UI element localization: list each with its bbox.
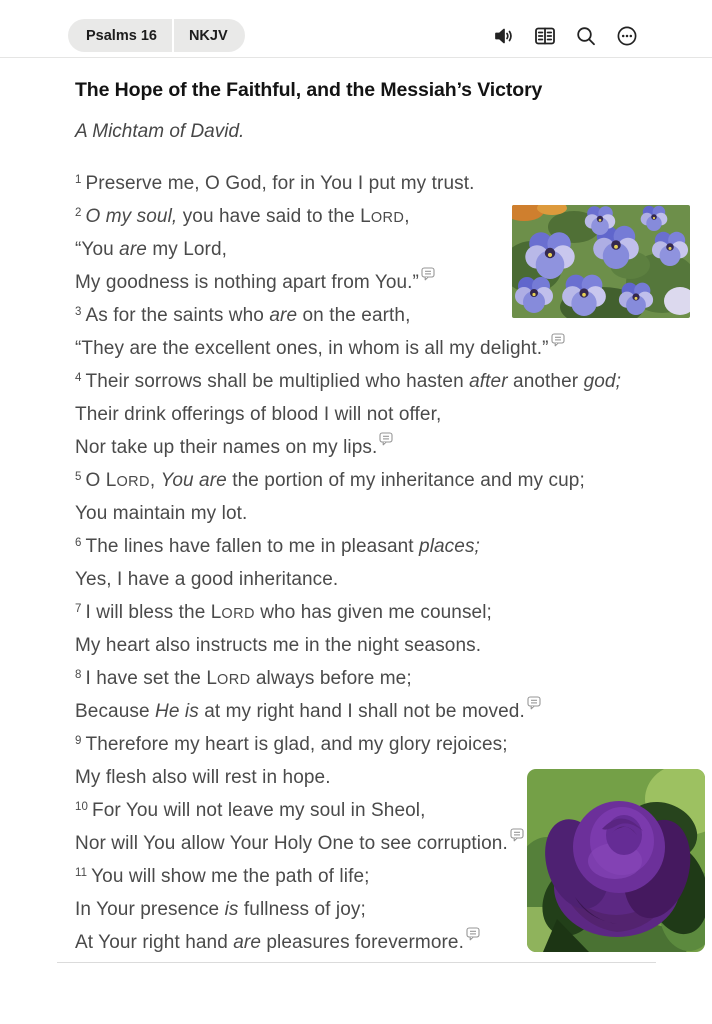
verse-text: At Your right hand bbox=[75, 932, 234, 953]
verse-number: 9 bbox=[75, 735, 82, 747]
verse-line[interactable] bbox=[75, 431, 672, 464]
verse-text-italic: are bbox=[119, 239, 147, 260]
more-icon bbox=[615, 24, 639, 48]
verse-line[interactable] bbox=[75, 398, 672, 431]
footnote-icon[interactable] bbox=[421, 267, 435, 281]
verse-text: You maintain my lot. bbox=[75, 503, 248, 524]
verse-text: , bbox=[404, 206, 410, 227]
verse-number: 10 bbox=[75, 801, 88, 813]
verse-text-italic: He is bbox=[155, 701, 199, 722]
top-bar-actions bbox=[491, 23, 640, 49]
verse-text: Therefore my heart is glad, and my glory rejoices; bbox=[85, 734, 508, 755]
verse-text: you have said to the bbox=[177, 206, 361, 227]
audio-button[interactable] bbox=[491, 23, 517, 49]
verse-text: the portion of my inheritance and my cup; bbox=[226, 470, 585, 491]
verse-number: 5 bbox=[75, 471, 82, 483]
passage-heading: The Hope of the Faithful, and the Messiah’s Victory bbox=[75, 79, 543, 101]
verse-text: who has given me counsel; bbox=[254, 602, 492, 623]
footnote-icon[interactable] bbox=[466, 927, 480, 941]
verse-line[interactable] bbox=[75, 563, 672, 596]
passage-subtitle: A Michtam of David. bbox=[75, 121, 245, 142]
divine-name-smallcaps: LORD bbox=[360, 206, 405, 227]
verse-text: For You will not leave my soul in Sheol, bbox=[92, 800, 426, 821]
verse-text: I will bless the bbox=[85, 602, 211, 623]
verse-text: In Your presence bbox=[75, 899, 225, 920]
verse-number: 7 bbox=[75, 603, 82, 615]
footnote-icon[interactable] bbox=[527, 696, 541, 710]
verse-line[interactable] bbox=[75, 662, 672, 695]
reader-icon bbox=[533, 24, 557, 48]
verse-text: always before me; bbox=[250, 668, 412, 689]
verse-text: pleasures forevermore. bbox=[261, 932, 464, 953]
verse-line[interactable] bbox=[75, 530, 672, 563]
verse-number: 3 bbox=[75, 306, 82, 318]
verse-text: on the earth, bbox=[297, 305, 411, 326]
verse-text: My flesh also will rest in hope. bbox=[75, 767, 331, 788]
verse-text: Their drink offerings of blood I will not offer, bbox=[75, 404, 442, 425]
verse-line[interactable] bbox=[75, 629, 672, 662]
verse-text: Preserve me, O God, for in You I put my trust. bbox=[85, 173, 475, 194]
verse-number: 4 bbox=[75, 372, 82, 384]
verse-line[interactable] bbox=[75, 497, 672, 530]
verse-text: Yes, I have a good inheritance. bbox=[75, 569, 339, 590]
verse-number: 6 bbox=[75, 537, 82, 549]
verse-text: My goodness is nothing apart from You.” bbox=[75, 272, 419, 293]
footnote-icon[interactable] bbox=[510, 828, 524, 842]
verse-text-italic: is bbox=[224, 899, 239, 920]
verse-text: O bbox=[85, 470, 106, 491]
book-chapter-selector[interactable] bbox=[68, 19, 172, 52]
rose-image bbox=[527, 769, 705, 952]
verse-text: My heart also instructs me in the night seasons. bbox=[75, 635, 482, 656]
reader-button[interactable] bbox=[532, 23, 558, 49]
verse-text: As for the saints who bbox=[85, 305, 270, 326]
verse-line[interactable] bbox=[75, 167, 672, 200]
verse-line[interactable] bbox=[75, 695, 672, 728]
verse-number: 8 bbox=[75, 669, 82, 681]
verse-number: 2 bbox=[75, 207, 82, 219]
verse-text: Because bbox=[75, 701, 156, 722]
divine-name-smallcaps: LORD bbox=[210, 602, 255, 623]
verse-text: The lines have fallen to me in pleasant bbox=[85, 536, 420, 557]
verse-text: Their sorrows shall be multiplied who hasten bbox=[85, 371, 470, 392]
top-bar bbox=[0, 0, 712, 58]
verse-text: another bbox=[507, 371, 584, 392]
verse-text-italic: god; bbox=[583, 371, 621, 392]
verse-line[interactable] bbox=[75, 464, 672, 497]
version-label: NKJV bbox=[188, 27, 228, 44]
footnote-icon[interactable] bbox=[379, 432, 393, 446]
divine-name-smallcaps-rest: ORD bbox=[370, 210, 405, 226]
verse-line[interactable] bbox=[75, 728, 672, 761]
version-selector[interactable] bbox=[174, 19, 245, 52]
book-chapter-label: Psalms 16 bbox=[86, 27, 157, 44]
verse-line[interactable] bbox=[75, 365, 672, 398]
verse-text-italic: are bbox=[269, 305, 298, 326]
verse-line[interactable] bbox=[75, 596, 672, 629]
verse-text-italic: You are bbox=[160, 470, 227, 491]
verse-text-italic: places; bbox=[419, 536, 480, 557]
verse-text: my Lord, bbox=[146, 239, 228, 260]
verse-text: Nor take up their names on my lips. bbox=[75, 437, 378, 458]
verse-text: at my right hand I shall not be moved. bbox=[198, 701, 525, 722]
verse-line[interactable] bbox=[75, 332, 672, 365]
verse-text: , bbox=[149, 470, 161, 491]
verse-text: fullness of joy; bbox=[238, 899, 366, 920]
verse-text-italic: are bbox=[233, 932, 262, 953]
audio-icon bbox=[492, 24, 516, 48]
verse-text: Nor will You allow Your Holy One to see corruption. bbox=[75, 833, 508, 854]
footnote-icon[interactable] bbox=[551, 333, 565, 347]
divine-name-smallcaps: LORD bbox=[105, 470, 150, 491]
verse-number: 11 bbox=[75, 867, 88, 879]
verse-text-italic: O my soul, bbox=[85, 206, 178, 227]
divine-name-smallcaps-rest: ORD bbox=[221, 606, 255, 622]
divine-name-smallcaps-rest: ORD bbox=[217, 672, 251, 688]
verse-text-italic: after bbox=[469, 371, 508, 392]
search-button[interactable] bbox=[573, 23, 599, 49]
verse-number: 1 bbox=[75, 174, 82, 186]
verse-text: You will show me the path of life; bbox=[91, 866, 370, 887]
reference-pill bbox=[68, 19, 245, 52]
divine-name-smallcaps-rest: ORD bbox=[116, 474, 150, 490]
verse-text: “They are the excellent ones, in whom is all my delight.” bbox=[75, 338, 549, 359]
more-button[interactable] bbox=[614, 23, 640, 49]
verse-text: I have set the bbox=[85, 668, 207, 689]
divine-name-smallcaps: LORD bbox=[206, 668, 251, 689]
verse-text: “You bbox=[75, 239, 120, 260]
pansies-image bbox=[512, 205, 690, 318]
search-icon bbox=[574, 24, 598, 48]
passage-end-divider bbox=[57, 962, 656, 963]
